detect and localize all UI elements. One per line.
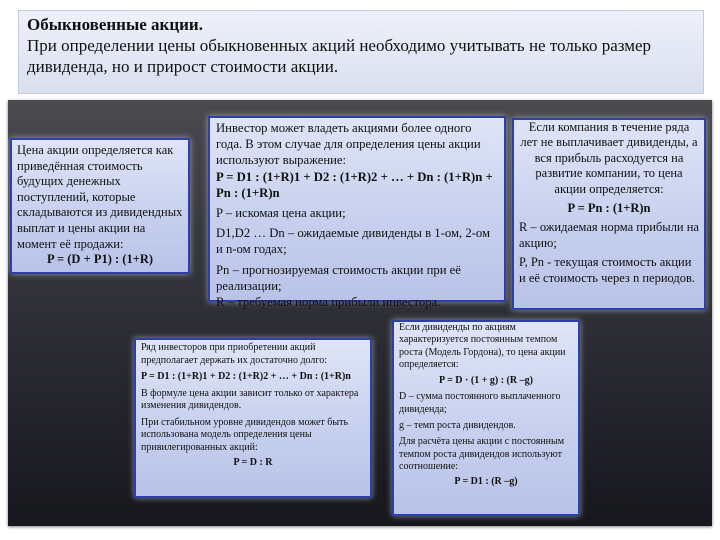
card4-intro: Ряд инвесторов при приобретении акций предполагает держать их достаточно долго: [141, 342, 328, 366]
card3-formula: P = Pn : (1+R)n [567, 201, 651, 216]
card1-formula: P = (D + P1) : (1+R) [46, 252, 154, 267]
card3-intro: Если компания в течение ряда лет не выплачивает дивиденды, а вся прибыль расходуется на развитие компании, то цена акции определяется: [520, 120, 698, 196]
card-multi-year [208, 116, 506, 310]
card5-formula2: P = D1 : (R –g) [454, 476, 518, 488]
card4-formula2: P = D : R [233, 457, 273, 468]
card-long-hold [134, 338, 372, 498]
card3-r-def: R – ожидаемая норма прибыли на акцию; [519, 220, 699, 250]
card4-note1: В формуле цена акции зависит только от характера изменения дивидендов. [141, 387, 359, 411]
card-no-dividends [512, 118, 706, 310]
card-present-value [10, 138, 190, 274]
card5-g-def: g – темп роста дивидендов. [399, 420, 516, 432]
card3-p-def: P, Pn - текущая стоимость акции и её стоимость через n периодов. [519, 255, 696, 285]
card5-formula: P = D · (1 + g) : (R –g) [439, 375, 533, 387]
header-panel [18, 10, 704, 94]
card2-r-def: R – требуемая норма прибыли инвестора. [216, 295, 441, 310]
slide-subtitle: При определении цены обыкновенных акций необходимо учитывать не только размер дивиденда, но и прирост стоимости акции. [27, 36, 652, 76]
card2-d-def: D1,D2 … Dn – ожидаемые дивиденды в 1-ом, 2-ом и n-ом годах; [216, 226, 491, 257]
card5-intro: Если дивиденды по акциям характеризуется постоянным темпом роста (Модель Гордона), то цена акции определяется: [399, 322, 566, 370]
card2-pn-def: Pn – прогнозируемая стоимость акции при её реализации; [216, 262, 461, 293]
card2-intro: Инвестор может владеть акциями более одного года. В этом случае для определения цены акции используют выражение: [216, 121, 481, 168]
slide-title: Обыкновенные акции. [27, 15, 203, 34]
card1-text: Цена акции определяется как приведённая стоимость будущих денежных поступлений, которые складываются из дивидендных выплат и цены акции на момент её продажи: [17, 143, 183, 251]
card2-p-def: P – искомая цена акции; [216, 206, 346, 221]
card5-d-def: D – сумма постоянного выплаченного дивиденда; [399, 391, 561, 415]
card4-note2: При стабильном уровне дивидендов может быть использована модель определения цены привилегированных акций: [141, 416, 349, 453]
card2-formula: P = D1 : (1+R)1 + D2 : (1+R)2 + … + Dn : (1+R)n + Pn : (1+R)n [216, 169, 493, 200]
card5-note: Для расчёта цены акции с постоянным темпом роста дивидендов используют соотношение: [399, 436, 565, 472]
card-gordon-model [392, 320, 580, 516]
card4-formula: P = D1 : (1+R)1 + D2 : (1+R)2 + … + Dn : (1+R)n [141, 371, 351, 382]
